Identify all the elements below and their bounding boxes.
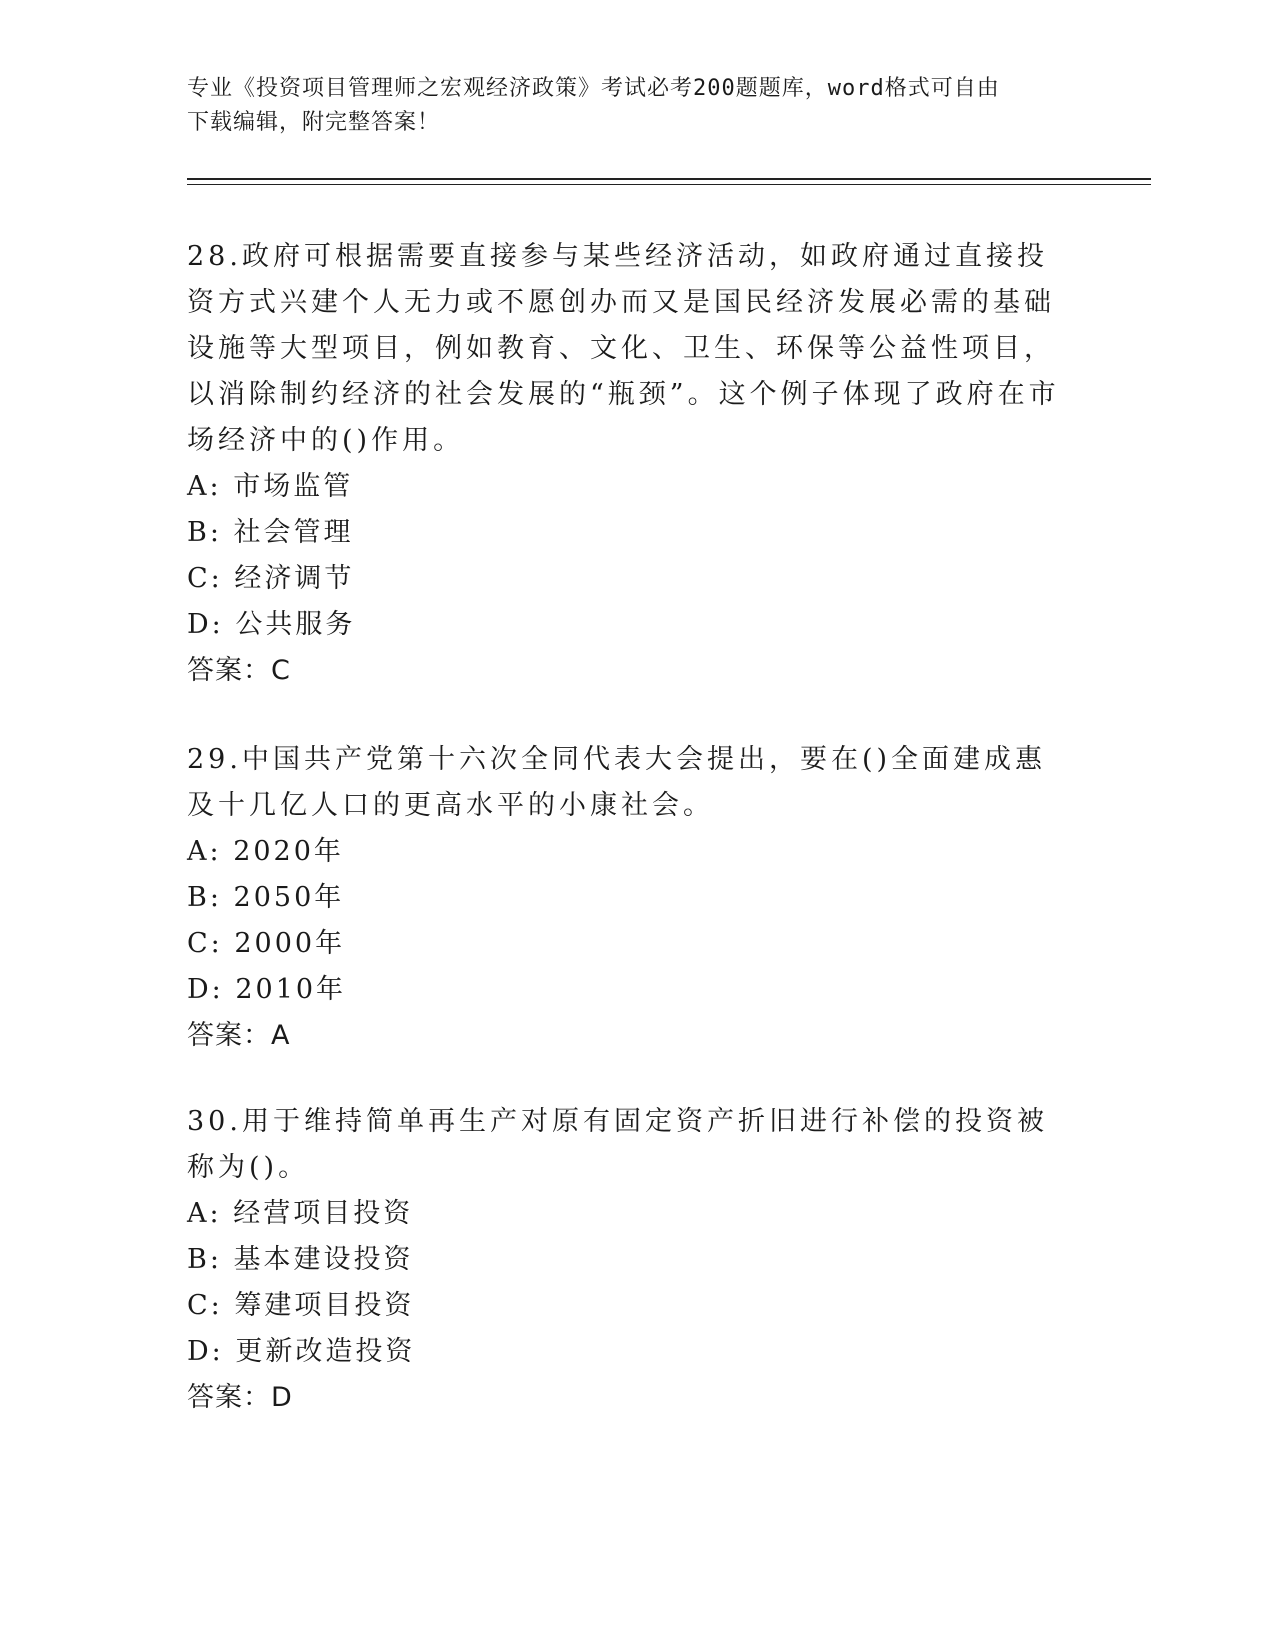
option-letter: B:	[187, 1244, 222, 1275]
question-text: 28.政府可根据需要直接参与某些经济活动，如政府通过直接投资方式兴建个人无力或不愿创办而又是国民经济发展必需的基础设施等大型项目，例如教育、文化、卫生、环保等公益性项目，以消除制约经济的社会发展的“瓶颈”。这个例子体现了政府在市场经济中的()作用。	[187, 241, 1060, 456]
question-30	[187, 1099, 1067, 1421]
header-line-1: 专业《投资项目管理师之宏观经济政策》考试必考200题题库，word格式可自由	[187, 76, 1000, 101]
answer: 答案：A	[187, 1020, 291, 1051]
option-text: 社会管理	[233, 517, 354, 548]
option-text: 基本建设投资	[233, 1244, 414, 1275]
option-text: 2020年	[233, 836, 344, 867]
option-d	[187, 1329, 1067, 1375]
option-text: 更新改造投资	[235, 1336, 416, 1367]
option-letter: C:	[187, 563, 223, 594]
option-c	[187, 1283, 1067, 1329]
option-text: 2050年	[233, 882, 345, 913]
option-text: 2010年	[235, 974, 347, 1005]
header-rule-thick	[187, 178, 1151, 180]
option-letter: B:	[187, 517, 222, 548]
option-a	[187, 1191, 1067, 1237]
option-text: 经济调节	[234, 563, 355, 594]
option-d	[187, 602, 1067, 648]
option-b	[187, 510, 1067, 556]
option-letter: D:	[187, 974, 224, 1005]
option-text: 市场监管	[233, 471, 354, 502]
option-d	[187, 967, 1067, 1013]
option-c	[187, 921, 1067, 967]
option-letter: C:	[187, 1290, 223, 1321]
option-a	[187, 464, 1067, 510]
option-letter: A:	[187, 836, 222, 867]
header-line-2: 下载编辑，附完整答案！	[187, 110, 441, 135]
option-c	[187, 556, 1067, 602]
question-29	[187, 737, 1067, 1059]
question-28	[187, 234, 1067, 694]
option-text: 公共服务	[235, 609, 356, 640]
document-header	[187, 72, 1087, 140]
option-b	[187, 1237, 1067, 1283]
option-letter: C:	[187, 928, 223, 959]
option-letter: D:	[187, 1336, 224, 1367]
option-letter: A:	[187, 1198, 222, 1229]
header-rule-thin	[187, 184, 1151, 185]
question-text: 30.用于维持简单再生产对原有固定资产折旧进行补偿的投资被称为()。	[187, 1106, 1048, 1183]
option-letter: A:	[187, 471, 222, 502]
option-letter: D:	[187, 609, 224, 640]
option-b	[187, 875, 1067, 921]
answer: 答案：D	[187, 1382, 293, 1413]
option-a	[187, 829, 1067, 875]
question-text: 29.中国共产党第十六次全同代表大会提出，要在()全面建成惠及十几亿人口的更高水平的小康社会。	[187, 744, 1047, 821]
option-text: 筹建项目投资	[234, 1290, 415, 1321]
answer: 答案：C	[187, 655, 291, 686]
option-text: 2000年	[234, 928, 346, 959]
option-text: 经营项目投资	[233, 1198, 414, 1229]
option-letter: B:	[187, 882, 222, 913]
